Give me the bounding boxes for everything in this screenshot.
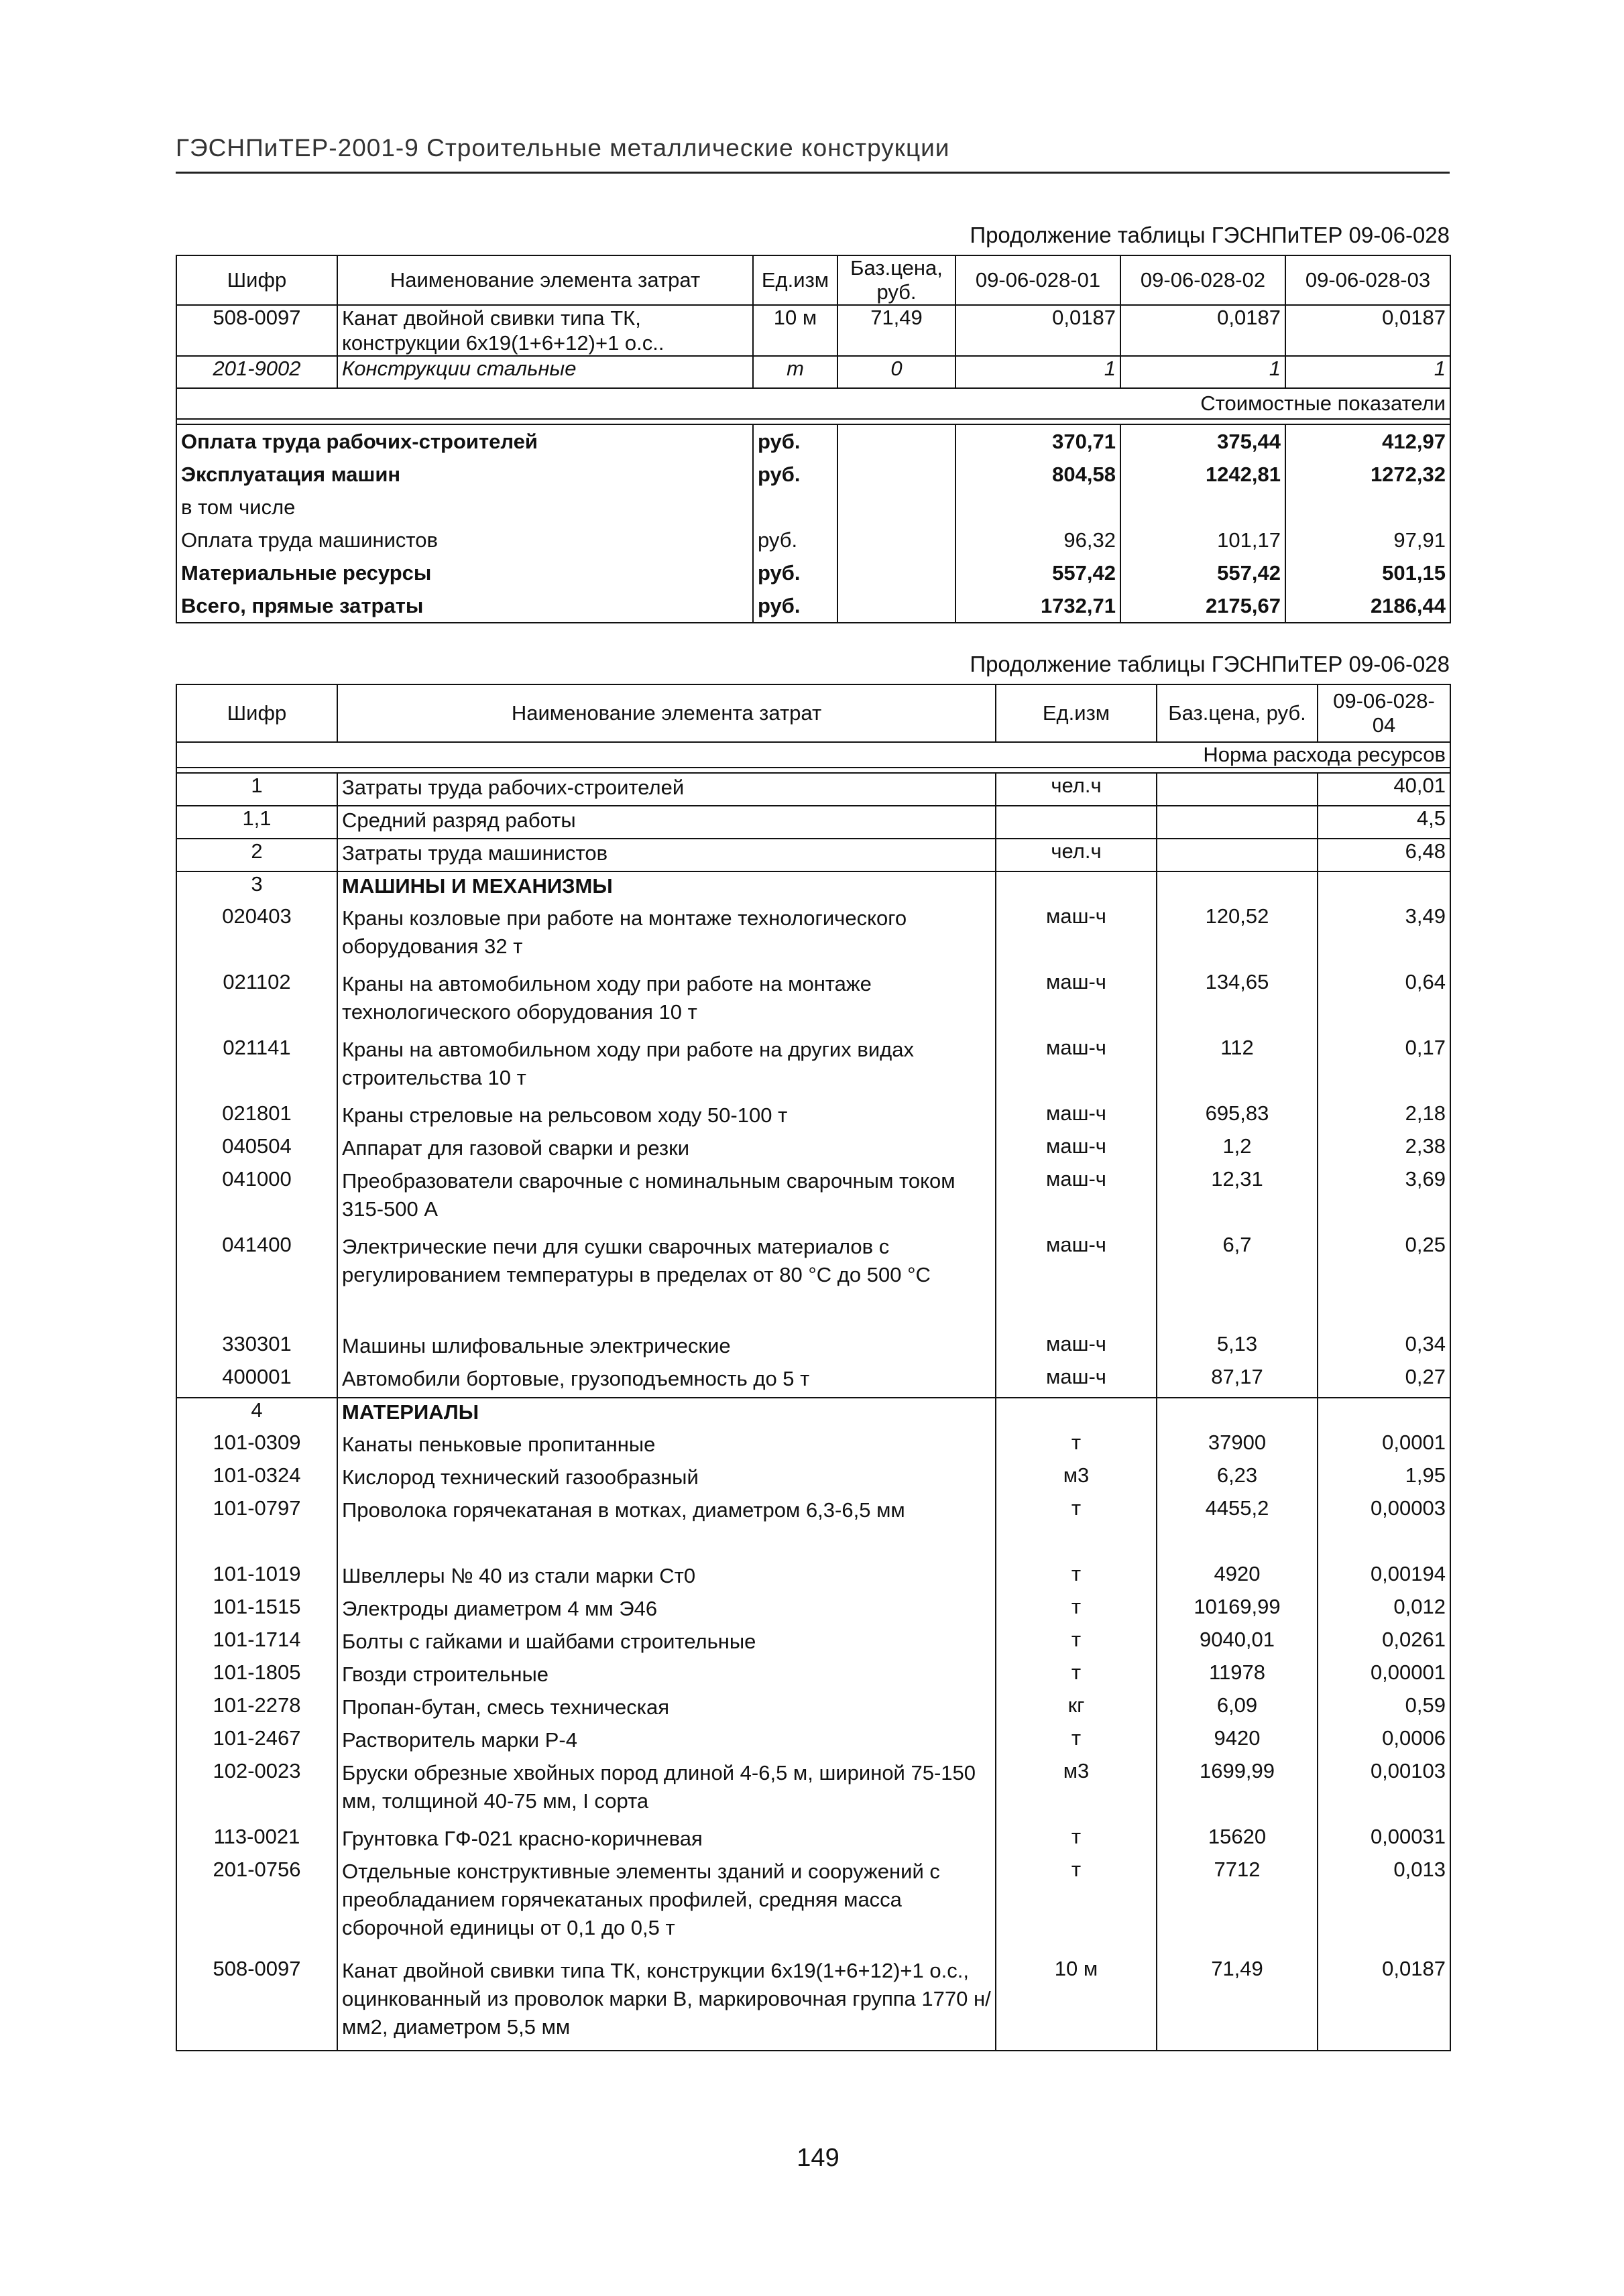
row-code: 4: [176, 1398, 337, 1431]
table-row: [176, 1233, 1450, 1332]
row-value-01: 1: [955, 356, 1120, 388]
row-price: 37900: [1157, 1431, 1318, 1463]
row-name: Кислород технический газообразный: [337, 1463, 996, 1496]
row-price: 15620: [1157, 1825, 1318, 1858]
summary-unit: руб.: [753, 424, 837, 458]
summary-value-01: 370,71: [955, 424, 1120, 458]
row-value: 0,27: [1318, 1365, 1450, 1398]
summary-value-03: 501,15: [1285, 556, 1450, 589]
row-name: МАШИНЫ И МЕХАНИЗМЫ: [337, 871, 996, 904]
resource-norms-table: [176, 684, 1451, 2051]
table-row: [176, 1463, 1450, 1496]
table-row: [176, 1167, 1450, 1233]
summary-value-01: [955, 491, 1120, 524]
col-base-price: Баз.цена, руб.: [837, 255, 955, 305]
table-row: [176, 1660, 1450, 1693]
row-name: Отдельные конструктивные элементы зданий и сооружений с преобладанием горячекатаных профилей, средняя масса сборочной единицы от 0,1 до 0,5 т: [337, 1858, 996, 1957]
row-value: 4,5: [1318, 806, 1450, 839]
row-code: 041000: [176, 1167, 337, 1233]
row-unit: т: [996, 1858, 1157, 1957]
row-value-01: 0,0187: [955, 305, 1120, 356]
row-unit: т: [996, 1595, 1157, 1628]
row-unit: [996, 1398, 1157, 1431]
row-value: 0,0261: [1318, 1628, 1450, 1660]
row-code: 201-9002: [176, 356, 337, 388]
row-name: Грунтовка ГФ-021 красно-коричневая: [337, 1825, 996, 1858]
row-name: МАТЕРИАЛЫ: [337, 1398, 996, 1431]
row-name: Машины шлифовальные электрические: [337, 1332, 996, 1365]
row-value: 0,59: [1318, 1693, 1450, 1726]
row-name: Болты с гайками и шайбами строительные: [337, 1628, 996, 1660]
summary-value-02: [1120, 491, 1285, 524]
row-value: 3,69: [1318, 1167, 1450, 1233]
row-unit: маш-ч: [996, 1134, 1157, 1167]
row-code: 101-2278: [176, 1693, 337, 1726]
row-price: 0: [837, 356, 955, 388]
summary-unit: руб.: [753, 589, 837, 623]
row-code: 101-1714: [176, 1628, 337, 1660]
row-unit: маш-ч: [996, 1233, 1157, 1332]
row-unit: маш-ч: [996, 1332, 1157, 1365]
row-name: Конструкции стальные: [337, 356, 753, 388]
row-value: 0,25: [1318, 1233, 1450, 1332]
col-09-06-028-03: 09-06-028-03: [1285, 255, 1450, 305]
row-name: Швеллеры № 40 из стали марки Ст0: [337, 1562, 996, 1595]
row-price: 120,52: [1157, 904, 1318, 970]
row-unit: маш-ч: [996, 1365, 1157, 1398]
row-name: Растворитель марки Р-4: [337, 1726, 996, 1759]
row-price: 9040,01: [1157, 1628, 1318, 1660]
row-value: 0,00194: [1318, 1562, 1450, 1595]
row-price: 87,17: [1157, 1365, 1318, 1398]
row-name: Преобразователи сварочные с номинальным сварочным током 315-500 А: [337, 1167, 996, 1233]
row-value: 2,38: [1318, 1134, 1450, 1167]
row-code: 041400: [176, 1233, 337, 1332]
summary-value-03: [1285, 491, 1450, 524]
col-unit: Ед.изм: [753, 255, 837, 305]
row-price: [1157, 806, 1318, 839]
row-value: 2,18: [1318, 1101, 1450, 1134]
row-value: 40,01: [1318, 773, 1450, 806]
row-value: 0,00001: [1318, 1660, 1450, 1693]
table-row: [176, 356, 1450, 388]
row-price: 71,49: [837, 305, 955, 356]
row-price: 71,49: [1157, 1957, 1318, 2051]
row-value: [1318, 871, 1450, 904]
table-row: [176, 1431, 1450, 1463]
row-price: 6,7: [1157, 1233, 1318, 1332]
row-name: Краны на автомобильном ходу при работе на других видах строительства 10 т: [337, 1036, 996, 1101]
row-code: 3: [176, 871, 337, 904]
table-row: [176, 1496, 1450, 1562]
table-row: [176, 1693, 1450, 1726]
row-value: [1318, 1398, 1450, 1431]
summary-value-02: 375,44: [1120, 424, 1285, 458]
row-code: 1: [176, 773, 337, 806]
row-code: 102-0023: [176, 1759, 337, 1825]
row-value: 6,48: [1318, 839, 1450, 871]
table-row: [176, 1595, 1450, 1628]
row-code: 101-1019: [176, 1562, 337, 1595]
row-name: Канат двойной свивки типа ТК, конструкции 6х19(1+6+12)+1 о.с..: [337, 305, 753, 356]
row-name: Затраты труда рабочих-строителей: [337, 773, 996, 806]
table1-continuation-caption: Продолжение таблицы ГЭСНПиТЕР 09-06-028: [970, 223, 1450, 247]
row-value: 0,0187: [1318, 1957, 1450, 2051]
summary-value-03: 412,97: [1285, 424, 1450, 458]
section-cost-indicators: Стоимостные показатели: [176, 388, 1450, 419]
table-row: [176, 970, 1450, 1036]
summary-value-02: 557,42: [1120, 556, 1285, 589]
table-row: [176, 1332, 1450, 1365]
summary-row: [176, 458, 1450, 491]
table-row: [176, 1858, 1450, 1957]
summary-row: [176, 556, 1450, 589]
row-value: 0,00031: [1318, 1825, 1450, 1858]
row-code: 2: [176, 839, 337, 871]
row-value-03: 0,0187: [1285, 305, 1450, 356]
summary-row: [176, 524, 1450, 556]
table-row: [176, 1726, 1450, 1759]
row-value: 0,012: [1318, 1595, 1450, 1628]
row-unit: маш-ч: [996, 1101, 1157, 1134]
row-name: Электроды диаметром 4 мм Э46: [337, 1595, 996, 1628]
row-code: 040504: [176, 1134, 337, 1167]
summary-label: Всего, прямые затраты: [176, 589, 753, 623]
row-value: 0,34: [1318, 1332, 1450, 1365]
row-price: 6,09: [1157, 1693, 1318, 1726]
row-price: 112: [1157, 1036, 1318, 1101]
row-unit: [996, 806, 1157, 839]
row-code: 1,1: [176, 806, 337, 839]
col-code: Шифр: [176, 684, 337, 742]
row-unit: т: [996, 1660, 1157, 1693]
summary-value-03: 97,91: [1285, 524, 1450, 556]
row-name: Автомобили бортовые, грузоподъемность до 5 т: [337, 1365, 996, 1398]
row-name: Проволока горячекатаная в мотках, диаметром 6,3-6,5 мм: [337, 1496, 996, 1562]
row-price: [1157, 773, 1318, 806]
row-price: 134,65: [1157, 970, 1318, 1036]
row-name: Затраты труда машинистов: [337, 839, 996, 871]
summary-row: [176, 589, 1450, 623]
col-code: Шифр: [176, 255, 337, 305]
table-row: [176, 305, 1450, 356]
summary-label: Эксплуатация машин: [176, 458, 753, 491]
col-base-price: Баз.цена, руб.: [1157, 684, 1318, 742]
summary-label: Оплата труда рабочих-строителей: [176, 424, 753, 458]
table2-continuation-caption: Продолжение таблицы ГЭСНПиТЕР 09-06-028: [970, 652, 1450, 676]
row-name: Краны стреловые на рельсовом ходу 50-100 т: [337, 1101, 996, 1134]
row-price: 1699,99: [1157, 1759, 1318, 1825]
row-name: Канат двойной свивки типа ТК, конструкции 6х19(1+6+12)+1 о.с., оцинкованный из проволок марки В, маркировочная группа 1770 н/мм2, диаметром 5,5 мм: [337, 1957, 996, 2051]
summary-unit: руб.: [753, 458, 837, 491]
row-price: 4920: [1157, 1562, 1318, 1595]
row-unit: маш-ч: [996, 970, 1157, 1036]
row-code: 508-0097: [176, 1957, 337, 2051]
row-value: 0,013: [1318, 1858, 1450, 1957]
summary-row: [176, 491, 1450, 524]
row-unit: чел.ч: [996, 839, 1157, 871]
row-name: Электрические печи для сушки сварочных материалов с регулированием температуры в пределах от 80 °С до 500 °С: [337, 1233, 996, 1332]
row-price: 5,13: [1157, 1332, 1318, 1365]
row-unit: маш-ч: [996, 1167, 1157, 1233]
row-name: Средний разряд работы: [337, 806, 996, 839]
row-value: 3,49: [1318, 904, 1450, 970]
summary-label: Материальные ресурсы: [176, 556, 753, 589]
table-row: [176, 1101, 1450, 1134]
row-code: 113-0021: [176, 1825, 337, 1858]
table-row: [176, 1759, 1450, 1825]
row-value-02: 1: [1120, 356, 1285, 388]
row-price: [1157, 839, 1318, 871]
row-price: 6,23: [1157, 1463, 1318, 1496]
row-name: Гвозди строительные: [337, 1660, 996, 1693]
row-value: 1,95: [1318, 1463, 1450, 1496]
table-row: [176, 904, 1450, 970]
row-code: 101-0309: [176, 1431, 337, 1463]
col-09-06-028-02: 09-06-028-02: [1120, 255, 1285, 305]
table-row: [176, 1036, 1450, 1101]
table-row: [176, 1628, 1450, 1660]
table-row: [176, 1365, 1450, 1398]
row-code: 508-0097: [176, 305, 337, 356]
row-unit: т: [996, 1726, 1157, 1759]
row-unit: чел.ч: [996, 773, 1157, 806]
row-name: Краны козловые при работе на монтаже технологического оборудования 32 т: [337, 904, 996, 970]
row-code: 101-1805: [176, 1660, 337, 1693]
summary-value-01: 1732,71: [955, 589, 1120, 623]
row-code: 021801: [176, 1101, 337, 1134]
row-price: [1157, 1398, 1318, 1431]
summary-unit: [753, 491, 837, 524]
summary-value-02: 101,17: [1120, 524, 1285, 556]
row-code: 101-1515: [176, 1595, 337, 1628]
summary-label: Оплата труда машинистов: [176, 524, 753, 556]
summary-value-01: 557,42: [955, 556, 1120, 589]
summary-row: [176, 424, 1450, 458]
table-row: [176, 1134, 1450, 1167]
col-name: Наименование элемента затрат: [337, 255, 753, 305]
col-name: Наименование элемента затрат: [337, 684, 996, 742]
table-row: [176, 1562, 1450, 1595]
row-code: 021102: [176, 970, 337, 1036]
row-unit: т: [996, 1562, 1157, 1595]
summary-value-01: 96,32: [955, 524, 1120, 556]
table-row: [176, 839, 1450, 871]
table-row: [176, 1825, 1450, 1858]
row-unit: м3: [996, 1759, 1157, 1825]
row-price: 10169,99: [1157, 1595, 1318, 1628]
row-unit: т: [996, 1496, 1157, 1562]
summary-unit: руб.: [753, 556, 837, 589]
summary-value-01: 804,58: [955, 458, 1120, 491]
row-value: 0,64: [1318, 970, 1450, 1036]
row-value: 0,0006: [1318, 1726, 1450, 1759]
row-name: Пропан-бутан, смесь техническая: [337, 1693, 996, 1726]
table-row: [176, 773, 1450, 806]
row-price: [1157, 871, 1318, 904]
row-price: 695,83: [1157, 1101, 1318, 1134]
header-rule: [176, 172, 1450, 174]
row-code: 101-0324: [176, 1463, 337, 1496]
row-value: 0,0001: [1318, 1431, 1450, 1463]
row-price: 12,31: [1157, 1167, 1318, 1233]
row-unit: т: [996, 1628, 1157, 1660]
col-09-06-028-01: 09-06-028-01: [955, 255, 1120, 305]
row-value: 0,17: [1318, 1036, 1450, 1101]
row-code: 020403: [176, 904, 337, 970]
table-row: [176, 1957, 1450, 2051]
row-value-02: 0,0187: [1120, 305, 1285, 356]
row-name: Аппарат для газовой сварки и резки: [337, 1134, 996, 1167]
row-code: 201-0756: [176, 1858, 337, 1957]
row-unit: т: [753, 356, 837, 388]
row-code: 400001: [176, 1365, 337, 1398]
row-name: Канаты пеньковые пропитанные: [337, 1431, 996, 1463]
col-09-06-028-04: 09-06-028-04: [1318, 684, 1450, 742]
summary-value-02: 1242,81: [1120, 458, 1285, 491]
summary-label: в том числе: [176, 491, 753, 524]
section-resource-norms: Норма расхода ресурсов: [176, 742, 1450, 768]
cost-table-1: [176, 255, 1451, 623]
row-code: 101-0797: [176, 1496, 337, 1562]
row-unit: м3: [996, 1463, 1157, 1496]
row-code: 330301: [176, 1332, 337, 1365]
row-unit: маш-ч: [996, 1036, 1157, 1101]
row-value: 0,00103: [1318, 1759, 1450, 1825]
summary-value-03: 2186,44: [1285, 589, 1450, 623]
running-header: ГЭСНПиТЕР-2001-9 Строительные металлические конструкции: [176, 134, 950, 162]
row-name: Бруски обрезные хвойных пород длиной 4-6,5 м, шириной 75-150 мм, толщиной 40-75 мм, I сорта: [337, 1759, 996, 1825]
row-unit: т: [996, 1431, 1157, 1463]
col-unit: Ед.изм: [996, 684, 1157, 742]
row-value: 0,00003: [1318, 1496, 1450, 1562]
row-price: 9420: [1157, 1726, 1318, 1759]
summary-unit: руб.: [753, 524, 837, 556]
row-unit: кг: [996, 1693, 1157, 1726]
table-row: [176, 1398, 1450, 1431]
row-value-03: 1: [1285, 356, 1450, 388]
row-code: 021141: [176, 1036, 337, 1101]
row-price: 11978: [1157, 1660, 1318, 1693]
row-unit: т: [996, 1825, 1157, 1858]
row-price: 4455,2: [1157, 1496, 1318, 1562]
summary-value-02: 2175,67: [1120, 589, 1285, 623]
summary-value-03: 1272,32: [1285, 458, 1450, 491]
row-unit: [996, 871, 1157, 904]
row-name: Краны на автомобильном ходу при работе на монтаже технологического оборудования 10 т: [337, 970, 996, 1036]
table-row: [176, 806, 1450, 839]
row-price: 7712: [1157, 1858, 1318, 1957]
row-price: 1,2: [1157, 1134, 1318, 1167]
page-number: 149: [797, 2144, 839, 2172]
row-unit: маш-ч: [996, 904, 1157, 970]
table-row: [176, 871, 1450, 904]
row-unit: 10 м: [753, 305, 837, 356]
row-code: 101-2467: [176, 1726, 337, 1759]
row-unit: 10 м: [996, 1957, 1157, 2051]
